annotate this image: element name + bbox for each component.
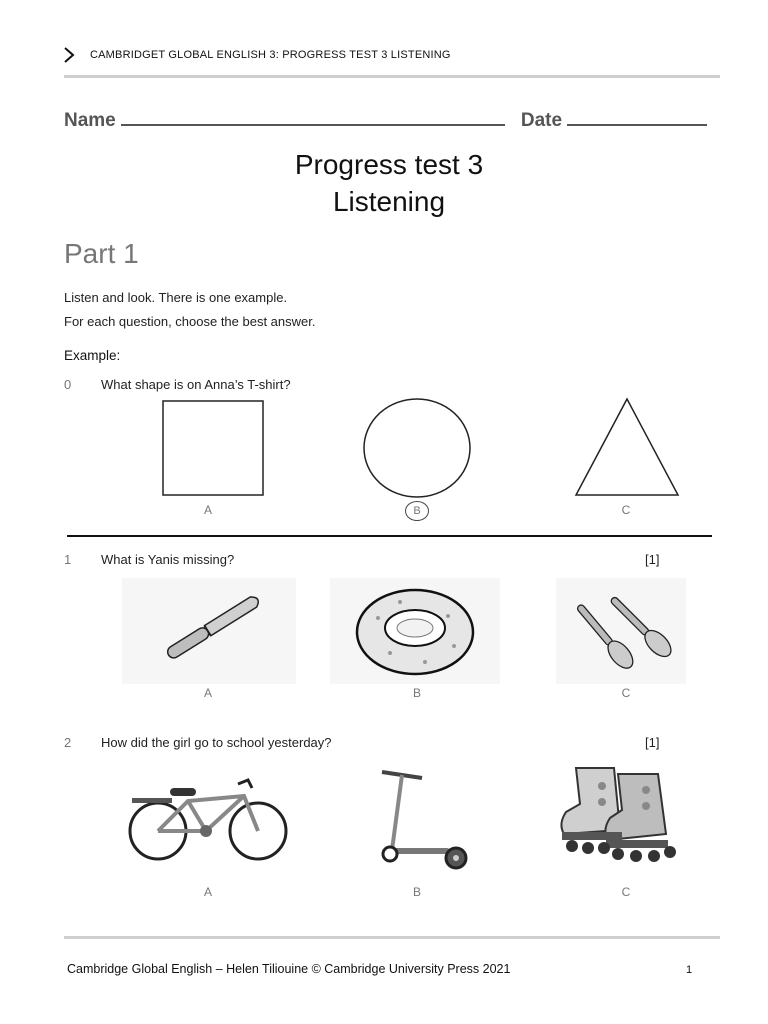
question-number: 2 <box>64 735 72 750</box>
plate-icon[interactable] <box>330 578 500 684</box>
square-icon[interactable] <box>162 400 264 496</box>
page-title: Progress test 3 <box>294 149 484 180</box>
instruction-line-1: Listen and look. There is one example. <box>64 290 288 305</box>
question-text: How did the girl go to school yesterday? <box>101 735 332 750</box>
example-divider <box>67 535 712 537</box>
date-field[interactable] <box>567 108 707 126</box>
question-number: 0 <box>64 377 72 392</box>
date-label: Date <box>520 110 563 131</box>
option-b-label[interactable]: B <box>412 686 421 700</box>
question-marks: [1] <box>645 735 660 750</box>
circle-icon[interactable] <box>362 397 472 499</box>
running-header: CAMBRIDGET GLOBAL ENGLISH 3: PROGRESS TEST 3 LISTENING <box>90 49 451 61</box>
page-number: 1 <box>686 964 693 976</box>
triangle-icon[interactable] <box>574 397 680 497</box>
name-field[interactable] <box>121 108 505 126</box>
question-number: 1 <box>64 552 72 567</box>
bicycle-icon[interactable] <box>126 776 290 862</box>
question-text: What shape is on Anna’s T-shirt? <box>101 377 291 392</box>
option-a-label[interactable]: A <box>203 503 212 517</box>
part-heading: Part 1 <box>64 238 139 269</box>
footer-rule <box>64 936 720 939</box>
scooter-icon[interactable] <box>378 766 470 872</box>
option-a-label[interactable]: A <box>203 686 212 700</box>
footer-credit: Cambridge Global English – Helen Tiliouine © Cambridge University Press 2021 <box>67 962 511 976</box>
knife-icon[interactable] <box>122 578 296 684</box>
option-b-label[interactable]: B <box>412 885 421 899</box>
header-rule <box>64 75 720 78</box>
option-c-label[interactable]: C <box>621 885 631 899</box>
roller-skates-icon[interactable] <box>556 764 690 868</box>
page-subtitle: Listening <box>332 186 446 217</box>
option-b-label-circled[interactable]: B <box>405 501 429 521</box>
question-text: What is Yanis missing? <box>101 552 235 567</box>
name-label: Name <box>64 110 116 131</box>
spoons-icon[interactable] <box>556 578 686 684</box>
example-label: Example: <box>64 348 121 363</box>
option-c-label[interactable]: C <box>621 686 631 700</box>
option-c-label[interactable]: C <box>621 503 631 517</box>
question-marks: [1] <box>645 552 660 567</box>
name-date-line <box>64 108 707 132</box>
instruction-line-2: For each question, choose the best answer. <box>64 314 316 329</box>
chevron-right-icon <box>62 46 76 64</box>
option-a-label[interactable]: A <box>203 885 212 899</box>
